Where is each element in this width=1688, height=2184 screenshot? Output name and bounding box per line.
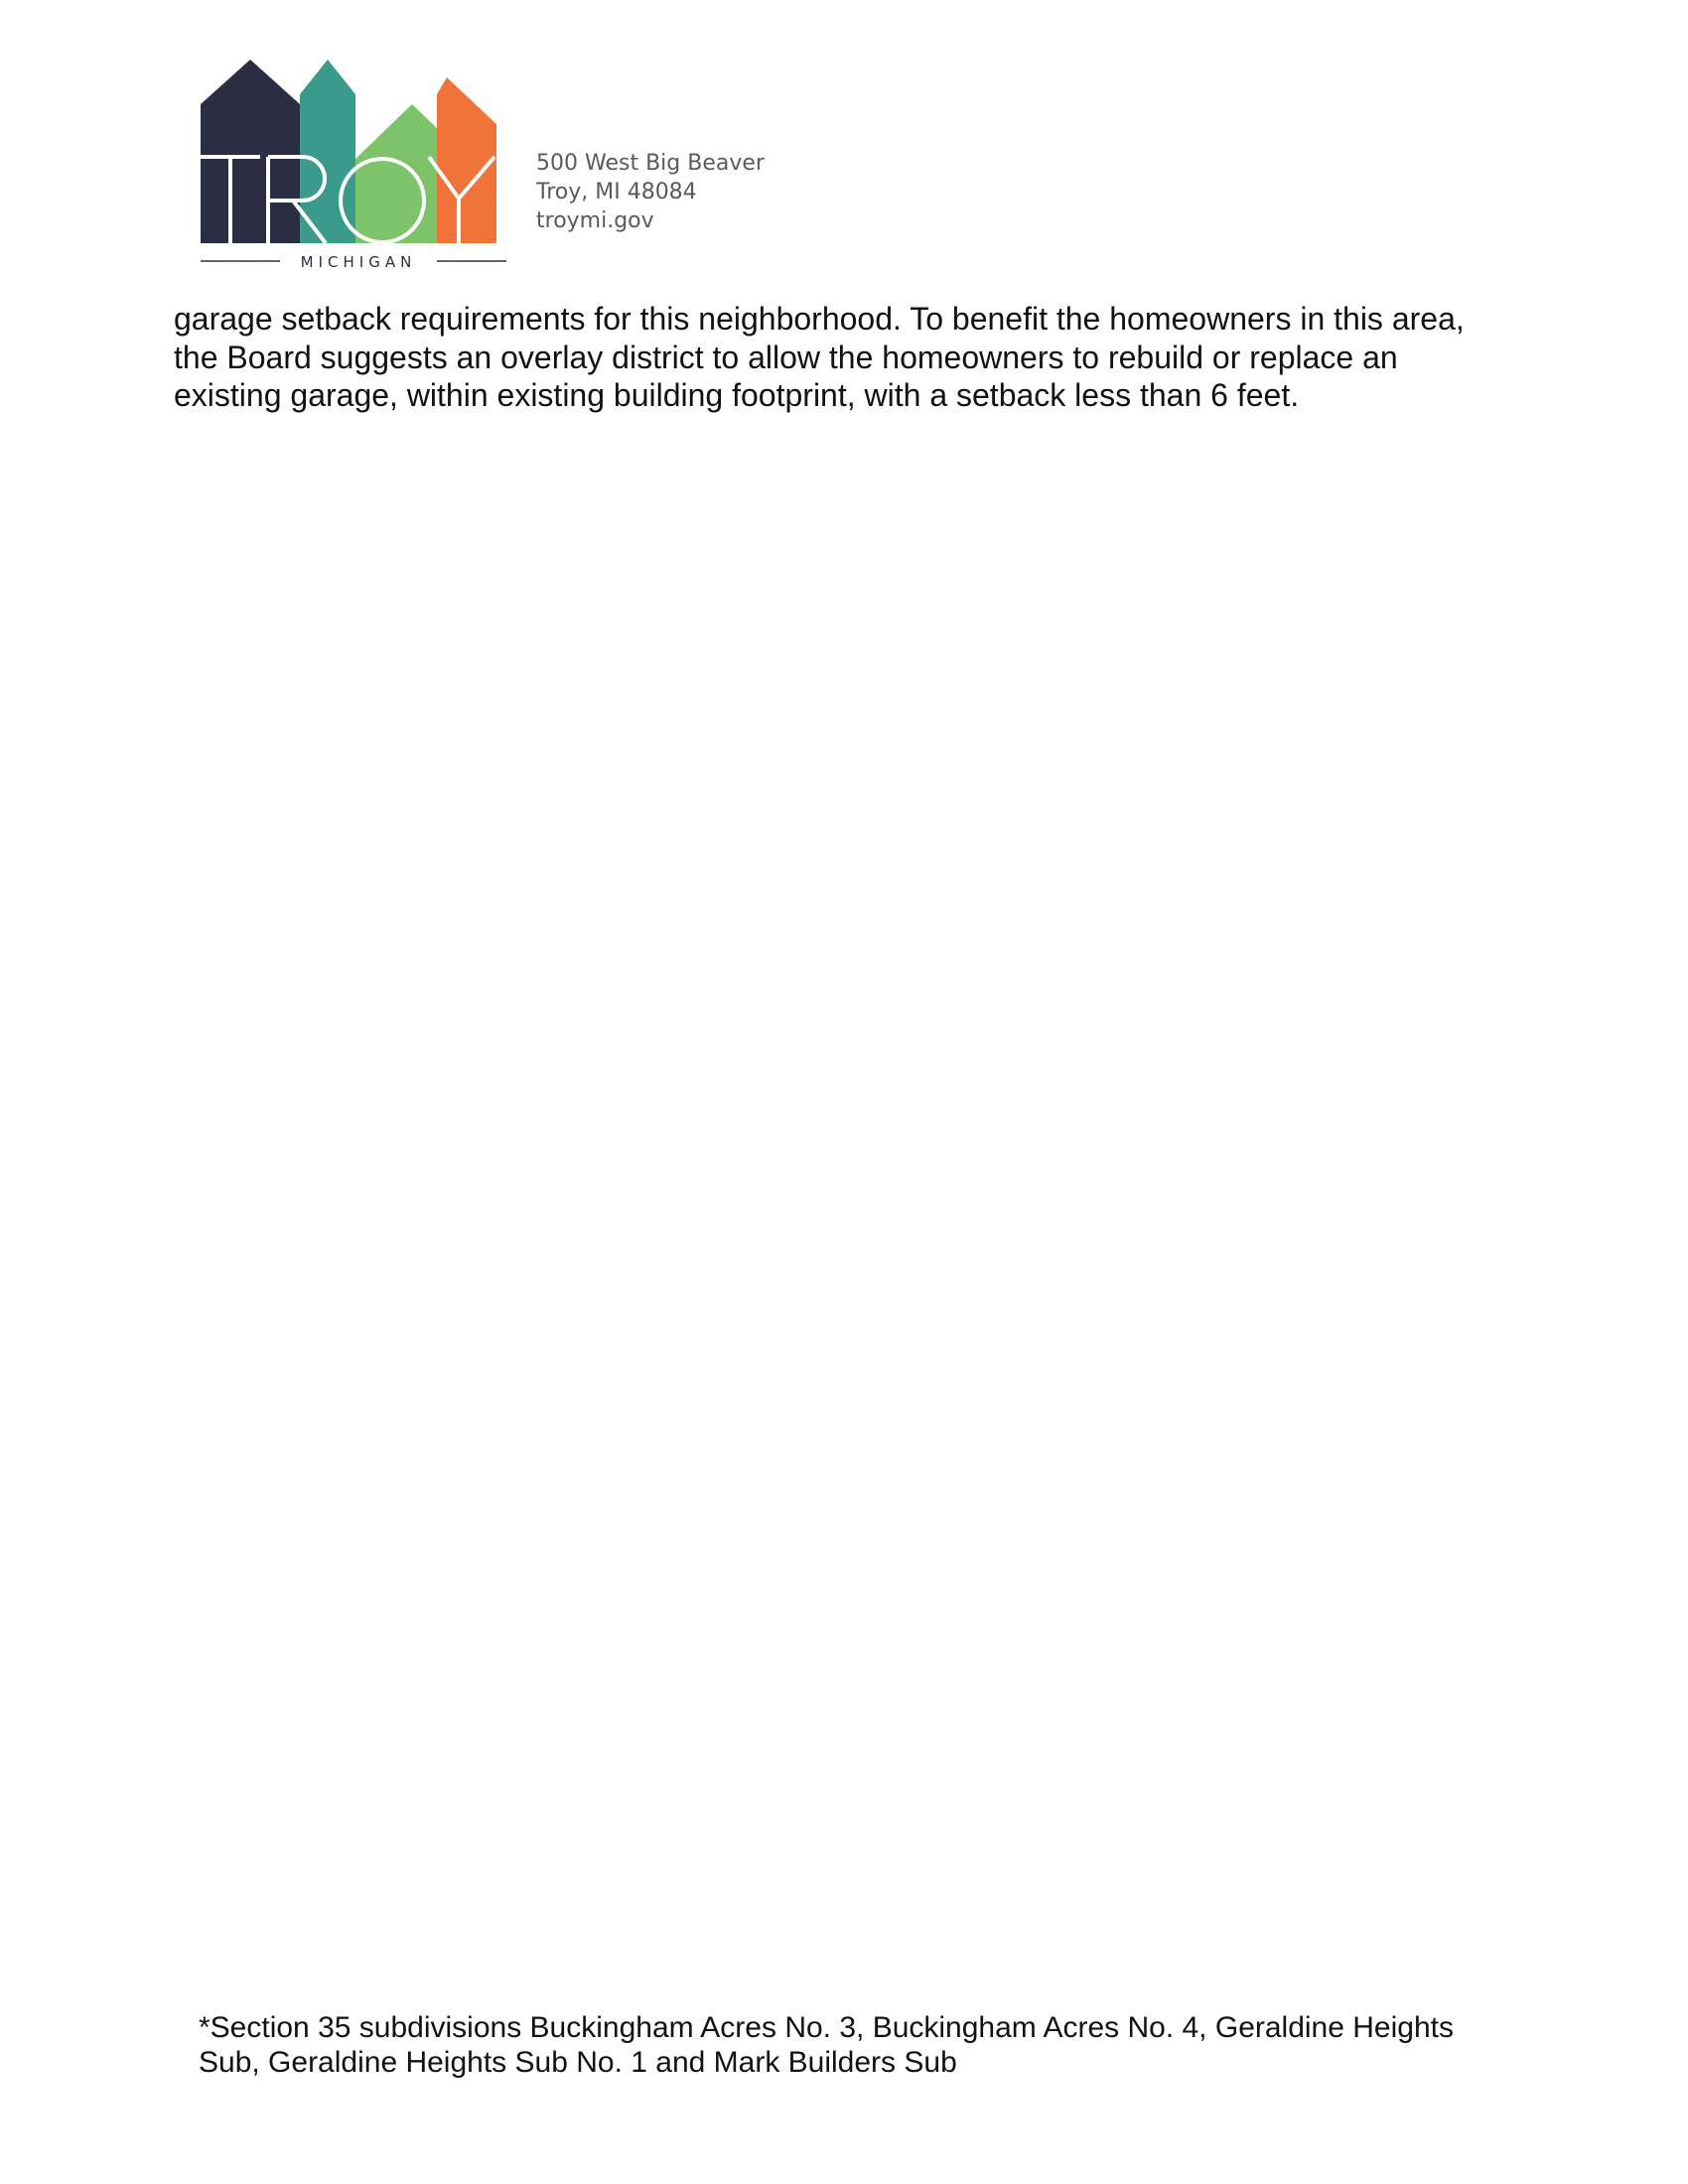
website-link[interactable]: troymi.gov xyxy=(536,208,654,233)
troy-logo xyxy=(199,50,516,278)
logo-orange-house-shape xyxy=(437,77,496,243)
address-line-street: 500 West Big Beaver xyxy=(536,151,765,176)
body-paragraph: garage setback requirements for this neighborhood. To benefit the homeowners in this area, the Board suggests an overlay district to allow the homeowners to rebuild or replace an existing garage, within existing building footprint, with a setback less than 6 feet. xyxy=(174,301,1465,413)
letterhead xyxy=(199,50,814,278)
letterhead-address xyxy=(536,149,765,235)
address-line-city: Troy, MI 48084 xyxy=(536,180,697,205)
logo-teal-house-shape xyxy=(300,60,355,243)
logo-subtitle: MICHIGAN xyxy=(300,253,417,271)
logo-navy-house-shape xyxy=(201,60,300,243)
footnote: *Section 35 subdivisions Buckingham Acres No. 3, Buckingham Acres No. 4, Geraldine Heights Sub, Geraldine Heights Sub No. 1 and Mark Builders Sub xyxy=(199,2011,1454,2079)
